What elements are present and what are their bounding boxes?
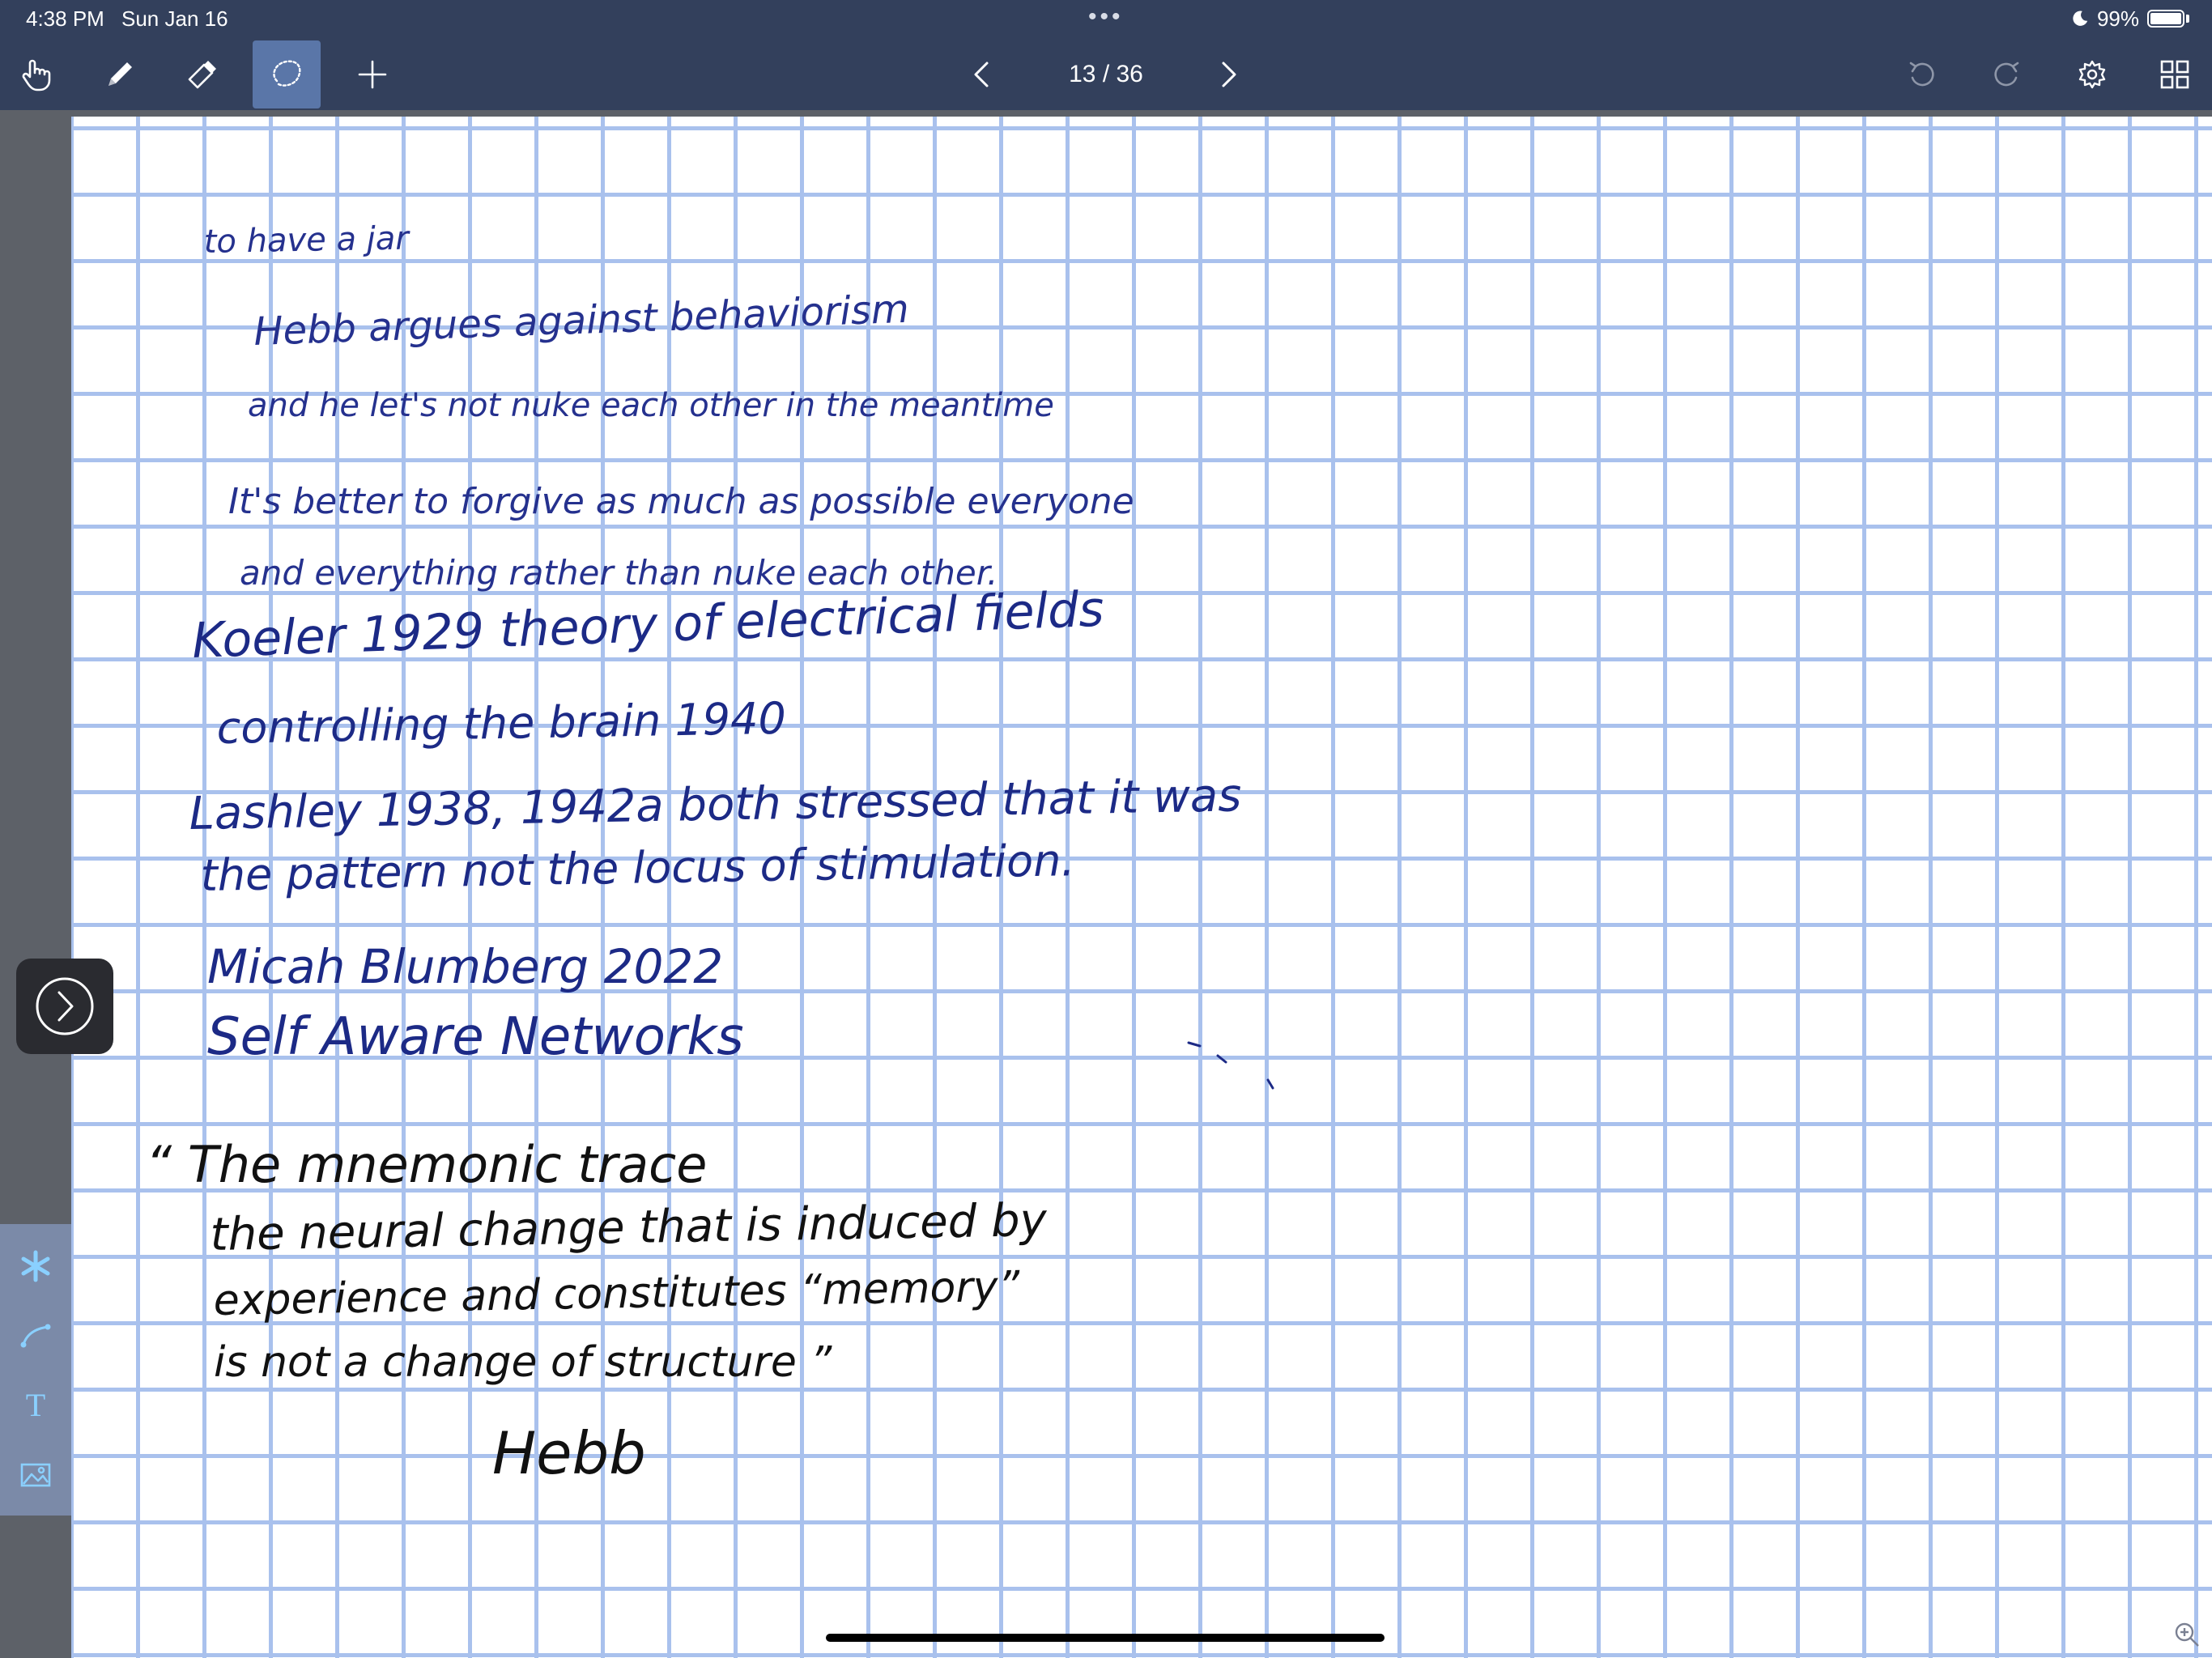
lasso-tool-button[interactable] (253, 40, 321, 108)
side-toolbar (0, 1224, 71, 1516)
pencil-tool-button[interactable] (86, 40, 154, 108)
status-time: 4:38 PM (26, 6, 104, 31)
toolbar (0, 0, 2212, 110)
favorites-button[interactable] (10, 1240, 62, 1292)
chevron-right-circle-icon (33, 975, 96, 1038)
note-line-4: It's better to forgive as much as possible everyone (228, 481, 1134, 522)
note-line-5: and everything rather than nuke each other. (240, 553, 998, 593)
status-right (2071, 6, 2189, 31)
battery-percent: 99% (2096, 6, 2139, 31)
note-page[interactable] (71, 117, 2212, 1658)
shape-tool-button[interactable] (10, 1310, 62, 1362)
chevron-right-icon (1210, 57, 1245, 92)
battery-icon (2147, 10, 2184, 28)
note-line-11: Self Aware Networks (207, 1007, 744, 1067)
curve-icon (19, 1319, 53, 1353)
grid-view-button[interactable] (2141, 40, 2209, 108)
chevron-left-icon (965, 57, 1001, 92)
asterisk-icon (19, 1249, 53, 1283)
note-line-14: experience and constitutes “memory” (213, 1262, 1020, 1325)
text-tool-button[interactable] (10, 1380, 62, 1431)
note-line-3: and he let's not nuke each other in the meantime (248, 387, 1054, 424)
battery-tip (2186, 15, 2189, 23)
pencil-icon (102, 57, 138, 92)
moon-icon (2071, 10, 2089, 28)
redo-icon (1989, 57, 2024, 92)
image-tool-button[interactable] (10, 1449, 62, 1501)
note-line-12: “ The mnemonic trace (146, 1135, 708, 1194)
home-indicator[interactable] (826, 1634, 1385, 1642)
settings-icon (2074, 57, 2110, 92)
note-line-1: to have a jar (203, 219, 410, 261)
undo-button[interactable] (1888, 40, 1956, 108)
note-line-8: Lashley 1938, 1942a both stressed that it was (189, 769, 1242, 840)
note-line-9: the pattern not the locus of stimulation. (200, 835, 1076, 901)
note-line-15: is not a change of structure ” (214, 1338, 832, 1387)
status-date: Sun Jan 16 (121, 6, 228, 31)
settings-button[interactable] (2058, 40, 2126, 108)
hand-icon (18, 57, 53, 92)
text-icon: T (25, 1387, 46, 1423)
next-page-button[interactable] (1193, 40, 1261, 108)
note-line-16: Hebb (492, 1419, 646, 1487)
undo-icon (1904, 57, 1940, 92)
note-line-2: Hebb argues against behaviorism (253, 286, 910, 355)
note-line-7: controlling the brain 1940 (216, 692, 787, 754)
note-line-13: the neural change that is induced by (210, 1193, 1048, 1261)
add-icon (355, 57, 390, 92)
multitasking-dots-icon[interactable]: ••• (1088, 3, 1124, 30)
page-counter[interactable]: 13 / 36 (1069, 61, 1143, 87)
eraser-icon (185, 57, 220, 92)
handwriting-layer (71, 117, 2212, 1658)
lasso-icon (269, 57, 304, 92)
zoom-in-icon[interactable] (2173, 1621, 2201, 1648)
expand-sidebar-button[interactable] (16, 959, 113, 1054)
image-icon (19, 1458, 53, 1492)
note-line-6: Koeler 1929 theory of electrical fields (191, 580, 1105, 670)
grid-view-icon (2157, 57, 2193, 92)
previous-page-button[interactable] (949, 40, 1017, 108)
hand-tool-button[interactable] (2, 40, 70, 108)
pen-mark (1189, 1043, 1273, 1088)
add-button[interactable] (338, 40, 406, 108)
redo-button[interactable] (1972, 40, 2040, 108)
note-line-10: Micah Blumberg 2022 (207, 939, 724, 994)
eraser-tool-button[interactable] (168, 40, 236, 108)
